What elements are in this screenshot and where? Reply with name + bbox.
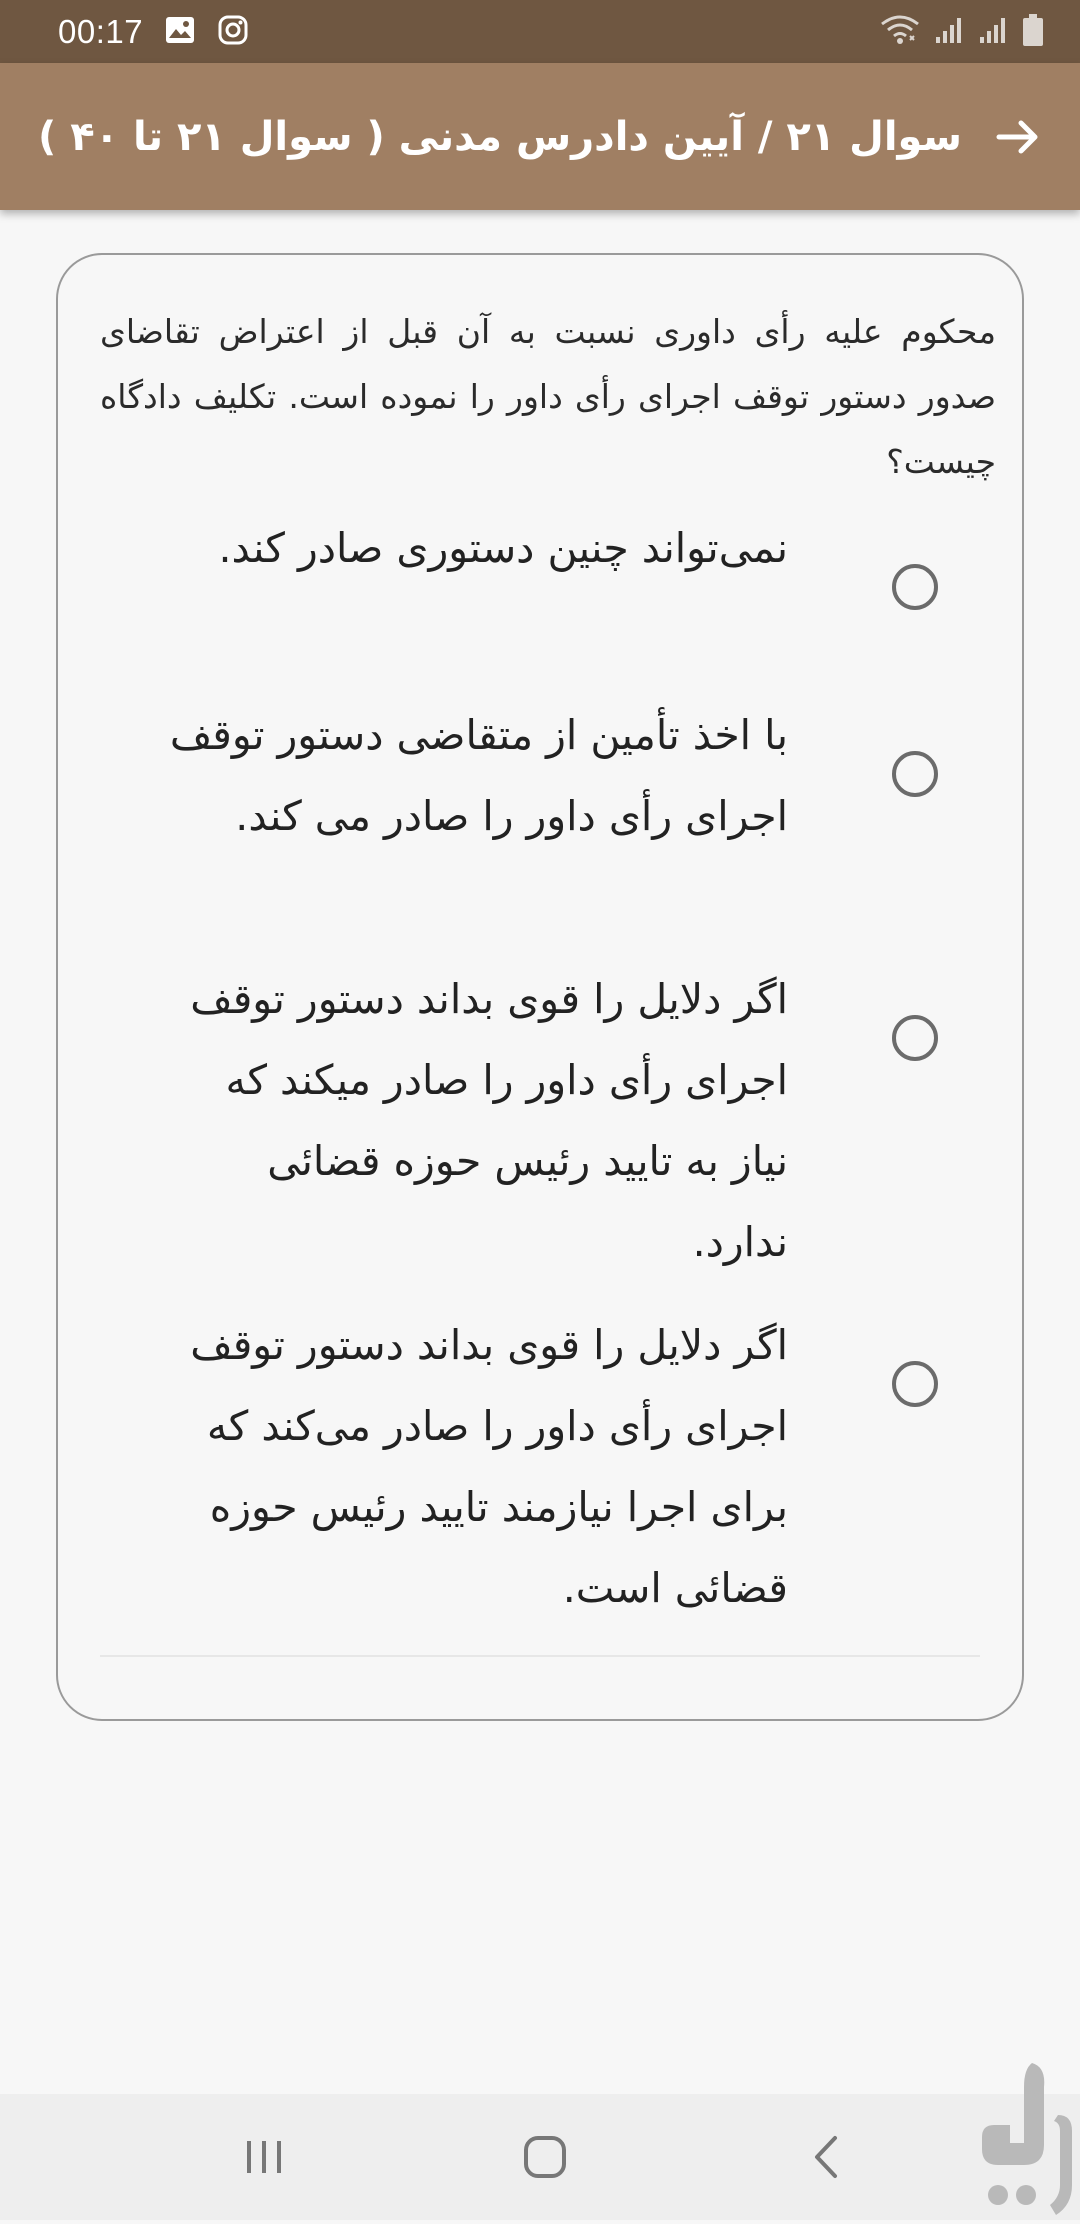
option-3[interactable] — [138, 959, 978, 1283]
signal-icon — [934, 15, 964, 49]
status-left-group — [58, 13, 249, 51]
question-card — [56, 253, 1024, 1721]
wifi-icon — [880, 14, 920, 50]
image-icon — [165, 16, 195, 48]
radio-button[interactable] — [892, 564, 938, 610]
battery-icon — [1022, 13, 1044, 51]
store-logo-watermark — [970, 2055, 1080, 2220]
divider — [100, 1655, 980, 1657]
navigation-bar — [0, 2094, 1080, 2220]
home-icon[interactable] — [510, 2124, 580, 2190]
radio-button[interactable] — [892, 751, 938, 797]
option-label: با اخذ تأمین از متقاضی دستور توقف اجرای رأی داور را صادر می کند. — [169, 711, 788, 840]
option-label: اگر دلایل را قوی بداند دستور توقف اجرای رأی داور را صادر می‌کند که برای اجرا نیازمند تایید رئیس حوزه قضائی است. — [190, 1321, 788, 1612]
status-time: 00:17 — [58, 12, 144, 50]
instagram-icon — [217, 14, 249, 50]
page-title: سوال ۲۱ / آیین دادرس مدنی ( سوال ۲۱ تا ۴۰ ) — [38, 113, 962, 160]
status-bar — [0, 0, 1080, 63]
option-label: اگر دلایل را قوی بداند دستور توقف اجرای رأی داور را صادر میکند که نیاز به تایید رئیس حوزه قضائی ندارد. — [190, 975, 788, 1266]
arrow-right-icon[interactable] — [990, 109, 1046, 165]
option-4[interactable] — [138, 1305, 978, 1629]
question-text: محکوم علیه رأی داوری نسبت به آن قبل از اعتراض تقاضای صدور دستور توقف اجرای رأی داور را نموده است. تکلیف دادگاه چیست؟ — [100, 312, 996, 481]
signal-icon — [978, 15, 1008, 49]
back-icon[interactable] — [792, 2124, 862, 2190]
radio-button[interactable] — [892, 1361, 938, 1407]
app-bar — [0, 63, 1080, 210]
radio-button[interactable] — [892, 1015, 938, 1061]
option-1[interactable] — [138, 508, 978, 668]
option-2[interactable] — [138, 695, 978, 938]
status-right-group — [880, 13, 1044, 51]
recent-apps-icon[interactable] — [229, 2124, 299, 2190]
option-label: نمی‌تواند چنین دستوری صادر کند. — [218, 524, 788, 572]
